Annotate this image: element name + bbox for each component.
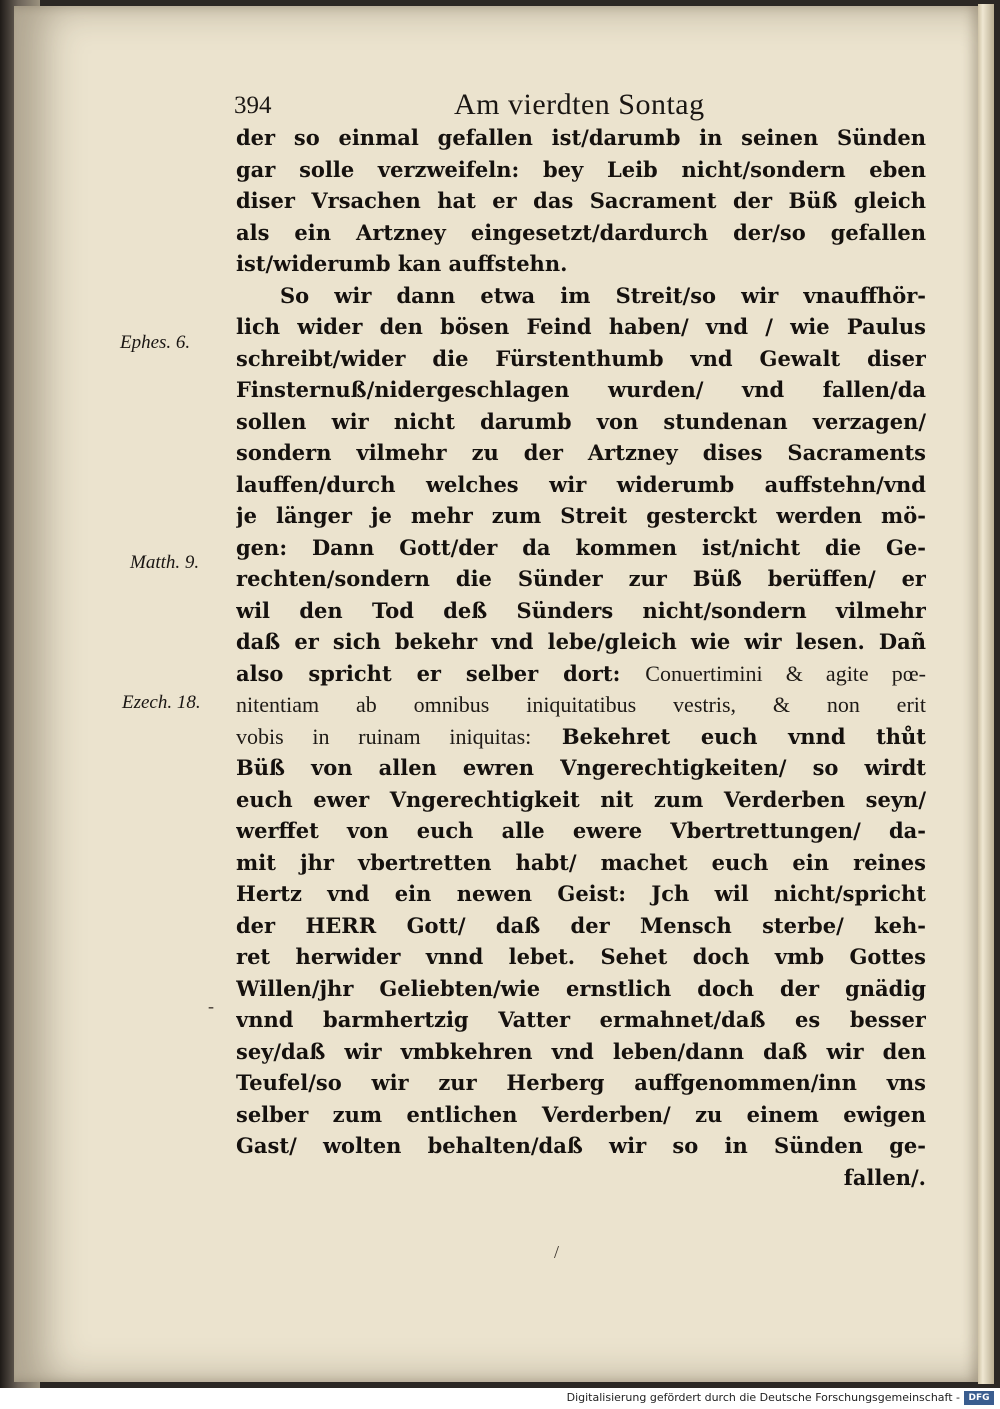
latin-text: vobis in ruinam iniquitas: — [236, 723, 532, 749]
german-text: Bekehret euch vnnd thůt — [561, 723, 926, 749]
text-line-latin — [236, 689, 926, 721]
page-number: 394 — [234, 92, 272, 119]
text-line: Finsternuß/nidergeschlagen wurden/ vnd fallen/da — [236, 377, 926, 402]
latin-text: Conuertimini & agite pœ- — [645, 660, 926, 686]
text-line: diser Vrsachen hat er das Sacrament der Büß gleich — [236, 188, 926, 213]
german-text: also spricht er selber dort: — [236, 660, 621, 686]
text-line: der HERR Gott/ daß der Mensch sterbe/ keh- — [236, 912, 926, 938]
footer-bar — [0, 1388, 1000, 1409]
text-line: gen: Dann Gott/der da kommen ist/nicht die Ge- — [236, 534, 926, 560]
text-line: sondern vilmehr zu der Artzney dises Sacraments — [236, 440, 926, 465]
margin-note-ezech: Ezech. 18. — [122, 692, 201, 713]
margin-note-ephes: Ephes. 6. — [120, 332, 191, 353]
running-title: Am vierdten Sontag — [454, 88, 705, 121]
margin-dash-mark: - — [208, 996, 214, 1016]
text-line: vnnd barmhertzig Vatter ermahnet/daß es besser — [236, 1007, 926, 1032]
text-line: So wir dann etwa im Streit/so wir vnauffhör- — [280, 282, 926, 308]
text-line: gar solle verzweifeln: bey Leib nicht/sondern eben — [236, 156, 926, 182]
text-line: euch ewer Vngerechtigkeit nit zum Verderben seyn/ — [236, 786, 926, 812]
stray-slash-mark: / — [554, 1242, 560, 1262]
text-line: sey/daß wir vmbkehren vnd leben/dann daß wir den — [236, 1038, 926, 1064]
text-line: sollen wir nicht darumb von stundenan verzagen/ — [236, 408, 926, 434]
page-edge — [978, 4, 994, 1384]
text-line: je länger je mehr zum Streit gesterckt werden mö- — [236, 503, 926, 528]
running-head — [14, 86, 978, 126]
text-line: Büß von allen ewren Vngerechtigkeiten/ so wirdt — [236, 755, 926, 780]
text-line: Willen/jhr Geliebten/wie ernstlich doch der gnädig — [236, 975, 926, 1001]
text-line: ist/widerumb kan auffstehn. — [236, 251, 568, 276]
text-line: Teufel/so wir zur Herberg auffgenommen/inn vns — [236, 1070, 926, 1095]
text-line: rechten/sondern die Sünder zur Büß berüffen/ er — [236, 566, 926, 591]
text-line: wil den Tod deß Sünders nicht/sondern vilmehr — [236, 597, 926, 623]
text-line: der so einmal gefallen ist/darumb in seinen Sünden — [236, 125, 926, 150]
text-line-mixed — [236, 658, 926, 690]
margin-note-matth: Matth. 9. — [130, 552, 200, 573]
text-line: lich wider den bösen Feind haben/ vnd / wie Paulus — [236, 314, 926, 339]
text-line: als ein Artzney eingesetzt/dardurch der/so gefallen — [236, 219, 926, 245]
latin-text: nitentiam ab omnibus iniquitatibus vestris, & non erit — [236, 692, 926, 717]
text-line: Hertz vnd ein newen Geist: Jch wil nicht/spricht — [236, 881, 926, 906]
text-line: Gast/ wolten behalten/daß wir so in Sünden ge- — [236, 1133, 926, 1158]
text-line: selber zum entlichen Verderben/ zu einem ewigen — [236, 1101, 926, 1127]
catchword: fallen/. — [843, 1164, 926, 1190]
text-line: ret herwider vnnd lebet. Sehet doch vmb Gottes — [236, 944, 926, 969]
book-page — [14, 6, 978, 1382]
text-line-mixed — [236, 721, 926, 753]
text-line: lauffen/durch welches wir widerumb auffstehn/vnd — [236, 471, 926, 497]
text-line: daß er sich bekehr vnd lebe/gleich wie wir lesen. Dañ — [236, 629, 926, 654]
funding-credit: Digitalisierung gefördert durch die Deutsche Forschungsgemeinschaft - — [566, 1391, 960, 1404]
body-text — [236, 122, 926, 1193]
text-line: mit jhr vbertretten habt/ machet euch ein reines — [236, 849, 926, 875]
text-line: schreibt/wider die Fürstenthumb vnd Gewalt diser — [236, 345, 926, 371]
dfg-logo-icon: DFG — [964, 1391, 994, 1405]
text-line: werffet von euch alle ewere Vbertrettungen/ da- — [236, 818, 926, 843]
